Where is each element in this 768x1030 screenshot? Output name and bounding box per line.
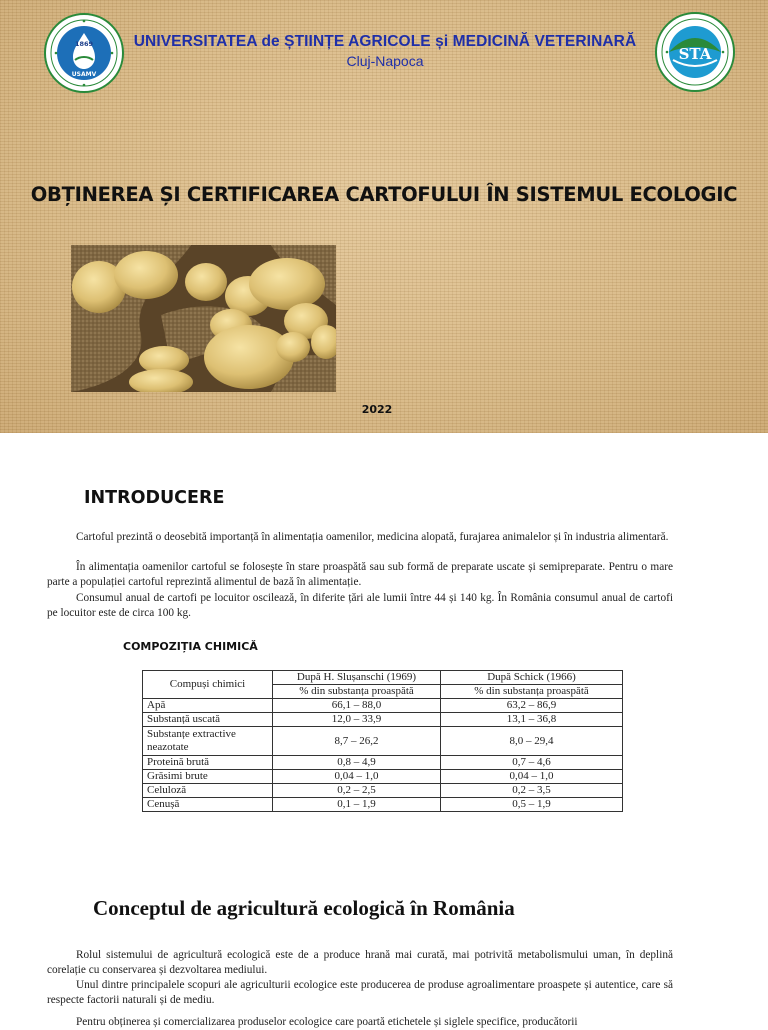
concept-heading: Conceptul de agricultură ecologică în România xyxy=(93,896,515,920)
value-slusanschi: 8,7 – 26,2 xyxy=(273,727,441,756)
university-name: UNIVERSITATEA de ȘTIINȚE AGRICOLE și MEDICINĂ VETERINARĂ xyxy=(133,33,637,50)
sta-seal-icon xyxy=(655,12,735,92)
value-schick: 0,04 – 1,0 xyxy=(441,770,623,784)
table-row xyxy=(143,756,623,770)
table-row xyxy=(143,699,623,713)
table-row xyxy=(143,798,623,812)
table-row xyxy=(143,784,623,798)
column-header-source-2: După Schick (1966) xyxy=(441,671,623,685)
compound-name: Grăsimi brute xyxy=(143,770,273,784)
concept-paragraph-2: Unul dintre principalele scopuri ale agriculturii ecologice este producerea de produse agroalimentare proaspete și autentice, care să respecte factorii naturali și de mediu. xyxy=(47,979,673,1006)
compound-name: Substanțe extractive neazotate xyxy=(143,727,273,756)
compound-name: Substanță uscată xyxy=(143,713,273,727)
value-schick: 63,2 – 86,9 xyxy=(441,699,623,713)
slide-title: OBȚINEREA ȘI CERTIFICAREA CARTOFULUI ÎN SISTEMUL ECOLOGIC xyxy=(30,183,738,206)
value-schick: 8,0 – 29,4 xyxy=(441,727,623,756)
compound-name: Proteină brută xyxy=(143,756,273,770)
value-schick: 0,5 – 1,9 xyxy=(441,798,623,812)
column-header-source-1: După H. Slușanschi (1969) xyxy=(273,671,441,685)
table-header-row xyxy=(143,671,623,685)
table-row xyxy=(143,713,623,727)
intro-paragraph-1: Cartoful prezintă o deosebită importanță în alimentația oamenilor, medicina alopată, furajarea animalelor și în industria alimentară. xyxy=(76,531,669,543)
intro-paragraph-2: În alimentația oamenilor cartoful se folosește în stare proaspătă sau sub formă de preparate uscate și semipreparate. Pentru o mare parte a populației cartoful reprezintă alimentul de bază în alimentație. xyxy=(47,561,673,588)
column-subheader-2: % din substanța proaspătă xyxy=(441,685,623,699)
value-schick: 0,7 – 4,6 xyxy=(441,756,623,770)
value-slusanschi: 0,8 – 4,9 xyxy=(273,756,441,770)
title-slide xyxy=(0,0,768,433)
potatoes-photo-icon xyxy=(71,245,336,392)
slide-year: 2022 xyxy=(361,403,393,416)
intro-paragraph-3: Consumul anual de cartofi pe locuitor oscilează, în diferite țări ale lumii între 44 și 140 kg. În România consumul anual de cartofi pe locuitor este de circa 100 kg. xyxy=(47,592,673,619)
column-subheader-1: % din substanța proaspătă xyxy=(273,685,441,699)
value-slusanschi: 0,1 – 1,9 xyxy=(273,798,441,812)
table-row xyxy=(143,770,623,784)
concept-paragraph-3: Pentru obținerea și comercializarea produselor ecologice care poartă etichetele și siglele specifice, producătorii xyxy=(76,1016,578,1028)
concept-paragraph-1: Rolul sistemului de agricultură ecologică este de a produce hrană mai curată, mai potrivită metabolismului uman, în deplină corelație cu conservarea și dezvoltarea mediului. xyxy=(47,949,673,976)
introduction-heading: INTRODUCERE xyxy=(84,488,225,508)
value-slusanschi: 0,04 – 1,0 xyxy=(273,770,441,784)
value-schick: 13,1 – 36,8 xyxy=(441,713,623,727)
value-slusanschi: 66,1 – 88,0 xyxy=(273,699,441,713)
compound-name: Apă xyxy=(143,699,273,713)
svg-text:USAMV: USAMV xyxy=(71,71,97,78)
svg-text:1869: 1869 xyxy=(74,40,94,48)
chemical-composition-table xyxy=(142,670,623,812)
column-header-compounds: Compuși chimici xyxy=(143,671,273,699)
svg-text:STA: STA xyxy=(678,45,712,63)
value-schick: 0,2 – 3,5 xyxy=(441,784,623,798)
table-row xyxy=(143,727,623,756)
compound-name: Cenușă xyxy=(143,798,273,812)
value-slusanschi: 12,0 – 33,9 xyxy=(273,713,441,727)
university-city: Cluj-Napoca xyxy=(346,53,424,69)
composition-heading: COMPOZIȚIA CHIMICĂ xyxy=(123,640,258,653)
compound-name: Celuloză xyxy=(143,784,273,798)
usamv-seal-icon xyxy=(44,13,124,93)
value-slusanschi: 0,2 – 2,5 xyxy=(273,784,441,798)
